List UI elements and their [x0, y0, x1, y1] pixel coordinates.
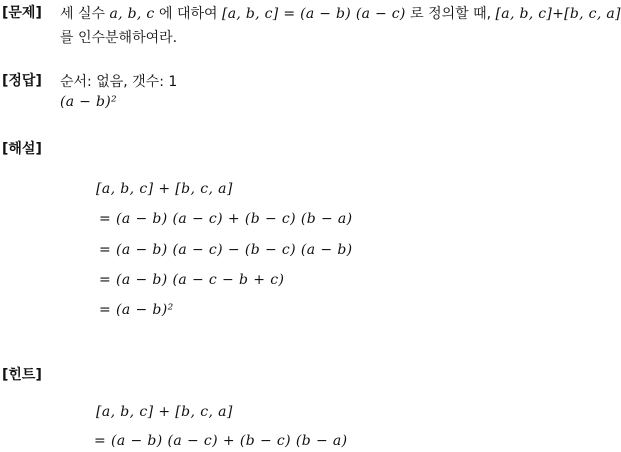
problem-text-2: 에 대하여 — [154, 6, 222, 22]
problem-definition: [a, b, c] = (a − b) (a − c) — [222, 6, 406, 22]
solution-label: [해설] — [2, 141, 42, 157]
solution-step-1: [a, b, c] + [b, c, a] — [96, 181, 233, 197]
answer-line-1: 순서: 없음, 갯수: 1 — [60, 74, 178, 90]
problem-variables: a, b, c — [109, 6, 155, 22]
problem-line-2: 를 인수분해하여라. — [60, 30, 178, 46]
problem-expression: [a, b, c]+[b, c, a] — [495, 6, 621, 22]
solution-step-4: = (a − b) (a − c − b + c) — [99, 272, 285, 288]
solution-step-2: = (a − b) (a − c) + (b − c) (b − a) — [99, 211, 353, 227]
problem-text-3: 로 정의할 때, — [405, 6, 496, 22]
solution-step-5: = (a − b)² — [99, 302, 174, 318]
hint-step-1: [a, b, c] + [b, c, a] — [96, 404, 233, 420]
problem-line-1 — [60, 3, 621, 23]
hint-step-2: = (a − b) (a − c) + (b − c) (b − a) — [94, 433, 348, 449]
problem-label: [문제] — [2, 5, 42, 21]
answer-label: [정답] — [2, 73, 42, 89]
answer-line-2: (a − b)² — [60, 94, 117, 110]
problem-text-1: 세 실수 — [60, 6, 110, 22]
solution-step-3: = (a − b) (a − c) − (b − c) (a − b) — [99, 242, 353, 258]
hint-label: [힌트] — [2, 367, 42, 383]
